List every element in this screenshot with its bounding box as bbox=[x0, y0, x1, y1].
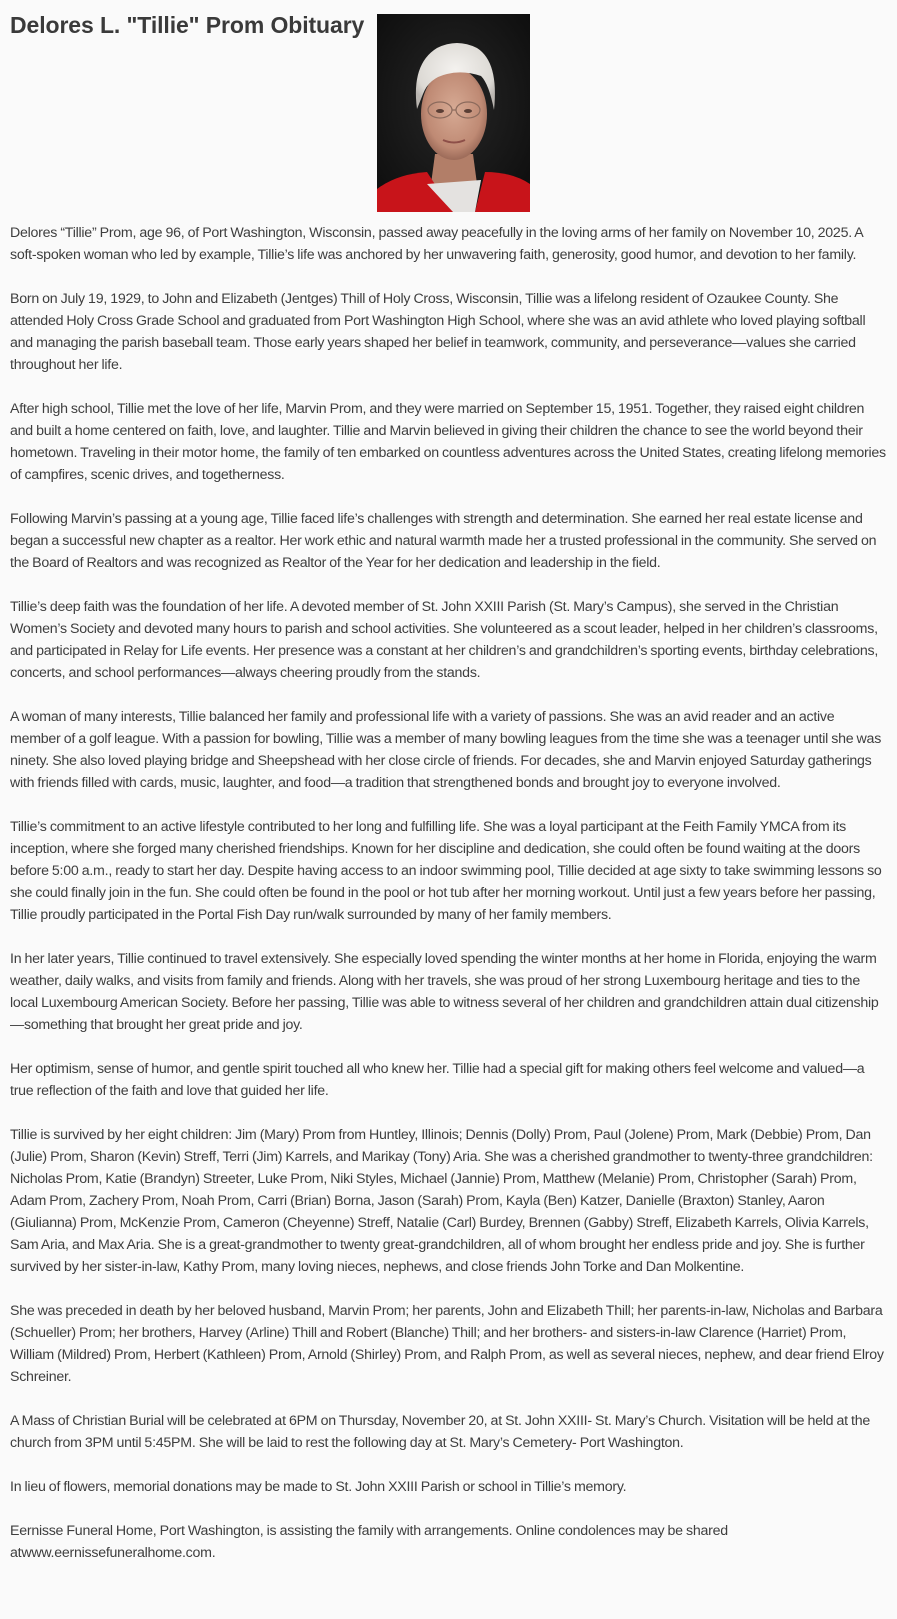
obituary-paragraph-survivors: Tillie is survived by her eight children: Jim (Mary) Prom from Huntley, Illinois; Dennis (Dolly) Prom, Paul (Jolene) Prom, Mark (Debbie) Prom, Dan (Julie) Prom, Sharon (Kevin) Streff, Terri (Jim) Karrels, and Marikay (Tony) Aria. She was a cherished grandmother to twenty-three grandchildren: Nicholas Prom, Katie (Brandyn) Streeter, Luke Prom, Niki Styles, Michael (Jannie) Prom, Matthew (Melanie) Prom, Christopher (Sarah) Prom, Adam Prom, Zachery Prom, Noah Prom, Carri (Brian) Borna, Jason (Sarah) Prom, Kayla (Ben) Katzer, Danielle (Braxton) Stanley, Aaron (Giulianna) Prom, McKenzie Prom, Cameron (Cheyenne) Streff, Natalie (Carl) Burdey, Brennen (Gabby) Streff, Elizabeth Karrels, Olivia Karrels, Sam Aria, and Max Aria. She is a great-grandmother to twenty great-grandchildren, all of whom brought her endless pride and joy. She is further survived by her sister-in-law, Kathy Prom, many loving nieces, nephews, and close friends John Torke and Dan Molkentine. bbox=[10, 1127, 873, 1275]
obituary-paragraph-marriage: After high school, Tillie met the love of her life, Marvin Prom, and they were married on September 15, 1951. Together, they raised eight children and built a home centered on faith, love, and laughter. Tillie and Marvin believed in giving their children the chance to see the world beyond their hometown. Traveling in their motor home, the family of ten embarked on countless adventures across the United States, creating lifelong memories of campfires, scenic drives, and togetherness. bbox=[10, 401, 886, 483]
obituary-paragraph-spirit: Her optimism, sense of humor, and gentle spirit touched all who knew her. Tillie had a special gift for making others feel welcome and valued—a true reflection of the faith and love that guided her life. bbox=[10, 1061, 865, 1099]
obituary-paragraph-memorials: In lieu of flowers, memorial donations may be made to St. John XXIII Parish or school in Tillie’s memory. bbox=[10, 1479, 627, 1495]
portrait-image bbox=[377, 14, 530, 212]
page-title: Delores L. "Tillie" Prom Obituary bbox=[10, 12, 365, 38]
obituary-paragraph-career: Following Marvin’s passing at a young age, Tillie faced life’s challenges with strength and determination. She earned her real estate license and began a successful new chapter as a realtor. Her work ethic and natural warmth made her a trusted professional in the community. She served on the Board of Realtors and was recognized as Realtor of the Year for her dedication and leadership in the field. bbox=[10, 511, 877, 571]
obituary-paragraph-intro: Delores “Tillie” Prom, age 96, of Port Washington, Wisconsin, passed away peacefully in the loving arms of her family on November 10, 2025. A soft-spoken woman who led by example, Tillie’s life was anchored by her unwavering faith, generosity, good humor, and devotion to her family. bbox=[10, 225, 863, 263]
photo-eye-left bbox=[436, 109, 444, 113]
obituary-paragraph-services: A Mass of Christian Burial will be celebrated at 6PM on Thursday, November 20, at St. John XXIII- St. Mary’s Church. Visitation will be held at the church from 3PM until 5:45PM. She will be laid to rest the following day at St. Mary’s Cemetery- Port Washington. bbox=[10, 1413, 870, 1451]
portrait-photo bbox=[377, 14, 530, 212]
obituary-paragraph-interests: A woman of many interests, Tillie balanced her family and professional life with a variety of passions. She was an avid reader and an active member of a golf league. With a passion for bowling, Tillie was a member of many bowling leagues from the time she was a teenager until she was ninety. She also loved playing bridge and Sheepshead with her close circle of friends. For decades, she and Marvin enjoyed Saturday gatherings with friends filled with cards, music, laughter, and food—a tradition that strengthened bonds and brought joy to everyone involved. bbox=[10, 709, 882, 791]
obituary-body bbox=[10, 222, 887, 1564]
obituary-paragraph-later-years: In her later years, Tillie continued to travel extensively. She especially loved spending the winter months at her home in Florida, enjoying the warm weather, daily walks, and visits from family and friends. Along with her travels, she was proud of her strong Luxembourg heritage and ties to the local Luxembourg American Society. Before her passing, Tillie was able to witness several of her children and grandchildren attain dual citizenship—something that brought her great pride and joy. bbox=[10, 951, 879, 1033]
obituary-paragraph-active-lifestyle: Tillie’s commitment to an active lifestyle contributed to her long and fulfilling life. She was a loyal participant at the Feith Family YMCA from its inception, where she forged many cherished friendships. Known for her discipline and dedication, she could often be found waiting at the doors before 5:00 a.m., ready to start her day. Despite having access to an indoor swimming pool, Tillie decided at age sixty to take swimming lessons so she could finally join in the fun. She could often be found in the pool or hot tub after her morning workout. Until just a few years before her passing, Tillie proudly participated in the Portal Fish Day run/walk surrounded by many of her family members. bbox=[10, 819, 882, 923]
obituary-paragraph-early-life: Born on July 19, 1929, to John and Elizabeth (Jentges) Thill of Holy Cross, Wisconsin, Tillie was a lifelong resident of Ozaukee County. She attended Holy Cross Grade School and graduated from Port Washington High School, where she was an avid athlete who loved playing softball and managing the parish baseball team. Those early years shaped her belief in teamwork, community, and perseverance—values she carried throughout her life. bbox=[10, 291, 866, 373]
obituary-paragraph-faith: Tillie’s deep faith was the foundation of her life. A devoted member of St. John XXIII Parish (St. Mary’s Campus), she served in the Christian Women’s Society and devoted many hours to parish and school activities. She volunteered as a scout leader, helped in her children’s classrooms, and participated in Relay for Life events. Her presence was a constant at her children’s and grandchildren’s sporting events, birthday celebrations, concerts, and school performances—always cheering proudly from the stands. bbox=[10, 599, 879, 681]
obituary-paragraph-funeral-home: Eernisse Funeral Home, Port Washington, is assisting the family with arrangements. Online condolences may be shared atwww.eernissefuneralhome.com. bbox=[10, 1523, 728, 1561]
obituary-paragraph-preceded: She was preceded in death by her beloved husband, Marvin Prom; her parents, John and Elizabeth Thill; her parents-in-law, Nicholas and Barbara (Schueller) Prom; her brothers, Harvey (Arline) Thill and Robert (Blanche) Thill; and her brothers- and sisters-in-law Clarence (Harriet) Prom, William (Mildred) Prom, Herbert (Kathleen) Prom, Arnold (Shirley) Prom, and Ralph Prom, as well as several nieces, nephew, and dear friend Elroy Schreiner. bbox=[10, 1303, 884, 1385]
photo-eye-right bbox=[464, 109, 472, 113]
obituary-header bbox=[10, 0, 887, 214]
